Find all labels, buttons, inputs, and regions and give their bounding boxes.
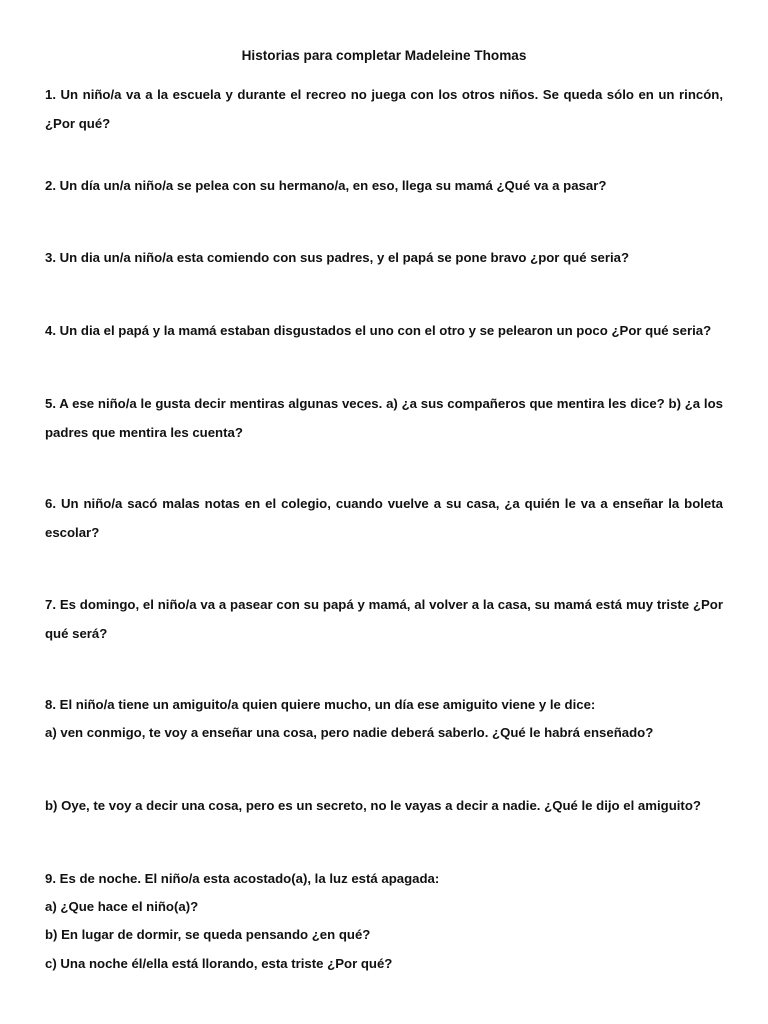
question-5: 5. A ese niño/a le gusta decir mentiras algunas veces. a) ¿a sus compañeros que mentira les dice? b) ¿a los padres que mentira les cuenta? — [45, 396, 723, 440]
question-2: 2. Un día un/a niño/a se pelea con su hermano/a, en eso, llega su mamá ¿Qué va a pasar? — [45, 178, 607, 193]
question-1: 1. Un niño/a va a la escuela y durante el recreo no juega con los otros niños. Se queda sólo en un rincón, ¿Por qué? — [45, 87, 723, 131]
question-6: 6. Un niño/a sacó malas notas en el colegio, cuando vuelve a su casa, ¿a quién le va a enseñar la boleta escolar? — [45, 496, 723, 540]
question-9-b: b) En lugar de dormir, se queda pensando ¿en qué? — [45, 927, 371, 942]
question-8-b: b) Oye, te voy a decir una cosa, pero es un secreto, no le vayas a decir a nadie. ¿Qué le dijo el amiguito? — [45, 798, 701, 813]
question-4: 4. Un dia el papá y la mamá estaban disgustados el uno con el otro y se pelearon un poco ¿Por qué seria? — [45, 323, 712, 338]
question-7: 7. Es domingo, el niño/a va a pasear con su papá y mamá, al volver a la casa, su mamá está muy triste ¿Por qué será? — [45, 597, 723, 641]
question-9-c: c) Una noche él/ella está llorando, esta triste ¿Por qué? — [45, 956, 393, 971]
question-3: 3. Un dia un/a niño/a esta comiendo con sus padres, y el papá se pone bravo ¿por qué seria? — [45, 250, 630, 265]
question-8-a: a) ven conmigo, te voy a enseñar una cosa, pero nadie deberá saberlo. ¿Qué le habrá enseñado? — [45, 725, 654, 740]
question-8-intro: 8. El niño/a tiene un amiguito/a quien quiere mucho, un día ese amiguito viene y le dice: — [45, 697, 596, 712]
question-9-intro: 9. Es de noche. El niño/a esta acostado(a), la luz está apagada: — [45, 871, 440, 886]
question-9-a: a) ¿Que hace el niño(a)? — [45, 899, 199, 914]
document-title: Historias para completar Madeleine Thomas — [241, 48, 527, 63]
